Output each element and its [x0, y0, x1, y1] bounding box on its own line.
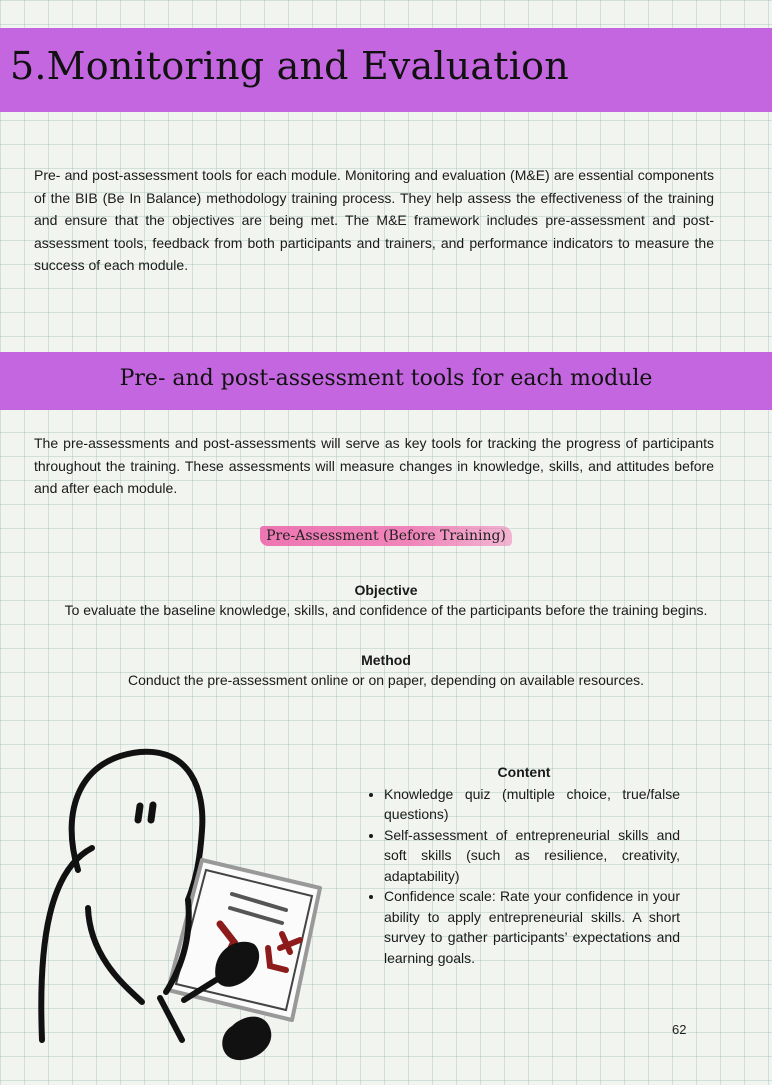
list-item: • Self-assessment of entrepreneurial skills and soft skills (such as resilience, creativity, adaptability): [384, 825, 680, 887]
method-block: [0, 652, 772, 688]
list-item: • Knowledge quiz (multiple choice, true/false questions): [384, 784, 680, 825]
pre-assessment-label-wrap: [0, 526, 772, 546]
page-title: 5.Monitoring and Evaluation: [10, 44, 569, 88]
section-banner: [0, 352, 772, 410]
person-reviewing-document-illustration: [20, 740, 350, 1070]
method-heading: Method: [361, 652, 411, 668]
content-heading: Content: [497, 764, 551, 780]
intro-paragraph: Pre- and post-assessment tools for each module. Monitoring and evaluation (M&E) are essential components of the BIB (Be In Balance) methodology training process. They help assess the effectiveness of the training and ensure that the objectives are being met. The M&E framework includes pre-assessment and post-assessment tools, feedback from both participants and trainers, and performance indicators to measure the success of each module.: [34, 167, 714, 274]
list-item: • Confidence scale: Rate your confidence in your ability to apply entrepreneurial skills. A short survey to gather participants’ expectations and learning goals.: [384, 886, 680, 968]
section-title: Pre- and post-assessment tools for each module: [119, 366, 653, 391]
content-list: [368, 784, 680, 969]
objective-block: [0, 582, 772, 618]
section-paragraph: The pre-assessments and post-assessments will serve as key tools for tracking the progress of participants throughout the training. These assessments will measure changes in knowledge, skills, and attitudes before and after each module.: [34, 435, 714, 497]
title-banner: [0, 28, 772, 112]
objective-heading: Objective: [354, 582, 418, 598]
method-text: Conduct the pre-assessment online or on paper, depending on available resources.: [128, 672, 644, 688]
objective-text: To evaluate the baseline knowledge, skills, and confidence of the participants before the training begins.: [64, 602, 708, 618]
content-block: [368, 762, 680, 968]
pre-assessment-label: Pre-Assessment (Before Training): [260, 526, 512, 546]
page-number: 62: [672, 1022, 687, 1037]
